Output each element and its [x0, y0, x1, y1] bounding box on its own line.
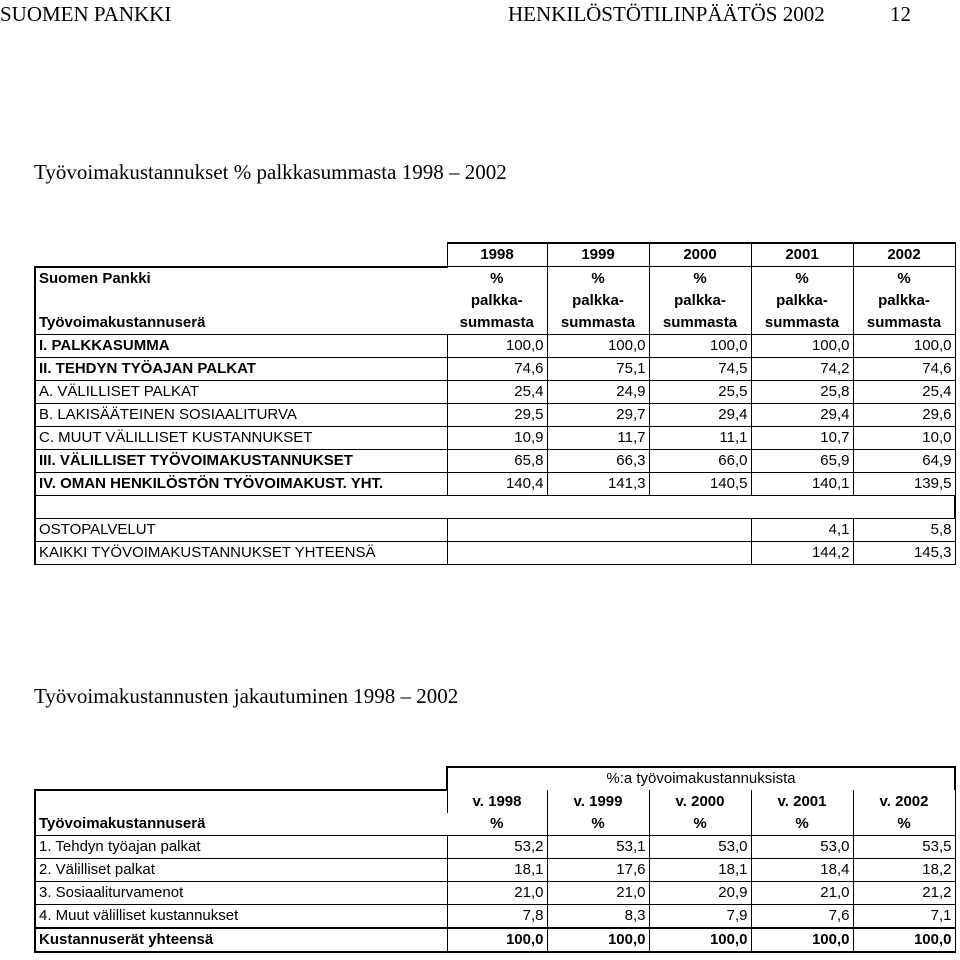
value-cell: 100,0: [649, 334, 751, 357]
unit-label: %: [649, 267, 751, 290]
row-label: 3. Sosiaaliturvamenot: [35, 882, 447, 905]
value-cell: 29,6: [853, 403, 955, 426]
year-header-row: [35, 790, 955, 813]
value-cell: 53,0: [751, 836, 853, 859]
value-cell: 10,9: [447, 426, 547, 449]
row-label: II. TEHDYN TYÖAJAN PALKAT: [35, 357, 447, 380]
value-cell: 8,3: [547, 905, 649, 929]
unit-label: %: [853, 267, 955, 290]
blank-cell: [35, 495, 955, 518]
value-cell: 100,0: [853, 334, 955, 357]
table-row: [35, 357, 955, 380]
value-cell: 141,3: [547, 472, 649, 495]
value-cell: 29,7: [547, 403, 649, 426]
table-row: [35, 882, 955, 905]
value-cell: 144,2: [751, 541, 853, 564]
value-cell: 7,8: [447, 905, 547, 929]
value-cell: 65,9: [751, 449, 853, 472]
year-header: 2001: [751, 243, 853, 267]
value-cell: 5,8: [853, 518, 955, 541]
value-cell: 7,9: [649, 905, 751, 929]
value-cell: 25,5: [649, 380, 751, 403]
value-cell: 74,5: [649, 357, 751, 380]
table-row: [35, 426, 955, 449]
value-cell: 10,7: [751, 426, 853, 449]
value-cell: 21,0: [751, 882, 853, 905]
value-cell: 29,4: [649, 403, 751, 426]
value-cell: 100,0: [649, 928, 751, 952]
year-header-row: [35, 243, 955, 267]
blank-cell: [35, 290, 447, 312]
value-cell: 18,4: [751, 859, 853, 882]
blank-cell: [35, 790, 447, 813]
unit-label: palkka-: [649, 290, 751, 312]
document-title: HENKILÖSTÖTILINPÄÄTÖS 2002: [508, 2, 825, 26]
value-cell: 25,4: [853, 380, 955, 403]
value-cell: 139,5: [853, 472, 955, 495]
value-cell: 74,6: [853, 357, 955, 380]
table-row: [35, 472, 955, 495]
unit-label: summasta: [547, 312, 649, 335]
value-cell: 53,1: [547, 836, 649, 859]
row-label: A. VÄLILLISET PALKAT: [35, 380, 447, 403]
row-label: 1. Tehdyn työajan palkat: [35, 836, 447, 859]
blank-cell: [447, 541, 751, 564]
row-label: C. MUUT VÄLILLISET KUSTANNUKSET: [35, 426, 447, 449]
section1-title: Työvoimakustannukset % palkkasummasta 1998 – 2002: [34, 160, 507, 184]
row-label: 2. Välilliset palkat: [35, 859, 447, 882]
year-header: 2002: [853, 243, 955, 267]
unit-label: %: [751, 813, 853, 836]
value-cell: 65,8: [447, 449, 547, 472]
year-header: v. 1998: [447, 790, 547, 813]
value-cell: 53,0: [649, 836, 751, 859]
year-header: 1999: [547, 243, 649, 267]
unit-label: palkka-: [447, 290, 547, 312]
row-label: IV. OMAN HENKILÖSTÖN TYÖVOIMAKUST. YHT.: [35, 472, 447, 495]
unit-label: %: [447, 267, 547, 290]
unit-header-row-2: [35, 290, 955, 312]
value-cell: 20,9: [649, 882, 751, 905]
value-cell: 7,1: [853, 905, 955, 929]
value-cell: 64,9: [853, 449, 955, 472]
blank-cell: [447, 518, 751, 541]
year-header: v. 2002: [853, 790, 955, 813]
table-row: [35, 449, 955, 472]
unit-label: %: [853, 813, 955, 836]
value-cell: 100,0: [547, 928, 649, 952]
value-cell: 145,3: [853, 541, 955, 564]
page-number: 12: [890, 2, 911, 26]
table-row: [35, 380, 955, 403]
value-cell: 100,0: [853, 928, 955, 952]
value-cell: 100,0: [447, 928, 547, 952]
unit-label: %: [447, 813, 547, 836]
unit-header-row-3: [35, 312, 955, 335]
row-label: OSTOPALVELUT: [35, 518, 447, 541]
value-cell: 21,2: [853, 882, 955, 905]
unit-label: palkka-: [547, 290, 649, 312]
value-cell: 21,0: [447, 882, 547, 905]
value-cell: 66,0: [649, 449, 751, 472]
value-cell: 11,7: [547, 426, 649, 449]
value-cell: 10,0: [853, 426, 955, 449]
table-row: [35, 859, 955, 882]
unit-header-row-1: [35, 267, 955, 290]
unit-label: palkka-: [751, 290, 853, 312]
unit-label: %: [751, 267, 853, 290]
super-header-row: [35, 767, 955, 790]
year-header: v. 2001: [751, 790, 853, 813]
org-label: Suomen Pankki: [35, 267, 447, 290]
value-cell: 17,6: [547, 859, 649, 882]
value-cell: 74,6: [447, 357, 547, 380]
value-cell: 53,5: [853, 836, 955, 859]
section2-title: Työvoimakustannusten jakautuminen 1998 – 2002: [34, 684, 459, 708]
row-label: B. LAKISÄÄTEINEN SOSIAALITURVA: [35, 403, 447, 426]
value-cell: 4,1: [751, 518, 853, 541]
value-cell: 25,8: [751, 380, 853, 403]
value-cell: 100,0: [447, 334, 547, 357]
organization-name: SUOMEN PANKKI: [0, 2, 172, 26]
value-cell: 18,1: [447, 859, 547, 882]
blank-cell: [35, 243, 447, 267]
value-cell: 11,1: [649, 426, 751, 449]
value-cell: 100,0: [751, 334, 853, 357]
labor-cost-distribution-table: [34, 766, 956, 953]
table-row: [35, 403, 955, 426]
unit-label: summasta: [853, 312, 955, 335]
row-label: KAIKKI TYÖVOIMAKUSTANNUKSET YHTEENSÄ: [35, 541, 447, 564]
value-cell: 140,4: [447, 472, 547, 495]
unit-label: %: [649, 813, 751, 836]
page-header: [0, 2, 960, 30]
super-header: %:a työvoimakustannuksista: [447, 767, 955, 790]
group-label: Työvoimakustannuserä: [35, 312, 447, 335]
unit-header-row: [35, 813, 955, 836]
value-cell: 100,0: [751, 928, 853, 952]
row-label: 4. Muut välilliset kustannukset: [35, 905, 447, 929]
spacer-row: [35, 495, 955, 518]
total-row: [35, 928, 955, 952]
year-header: v. 2000: [649, 790, 751, 813]
value-cell: 53,2: [447, 836, 547, 859]
value-cell: 18,1: [649, 859, 751, 882]
row-label: Kustannuserät yhteensä: [35, 928, 447, 952]
value-cell: 18,2: [853, 859, 955, 882]
value-cell: 25,4: [447, 380, 547, 403]
value-cell: 24,9: [547, 380, 649, 403]
unit-label: palkka-: [853, 290, 955, 312]
blank-cell: [35, 767, 447, 790]
group-label: Työvoimakustannuserä: [35, 813, 447, 836]
unit-label: summasta: [649, 312, 751, 335]
table-row: [35, 518, 955, 541]
unit-label: summasta: [447, 312, 547, 335]
year-header: v. 1999: [547, 790, 649, 813]
row-label: III. VÄLILLISET TYÖVOIMAKUSTANNUKSET: [35, 449, 447, 472]
value-cell: 140,1: [751, 472, 853, 495]
value-cell: 21,0: [547, 882, 649, 905]
value-cell: 29,5: [447, 403, 547, 426]
value-cell: 7,6: [751, 905, 853, 929]
unit-label: %: [547, 813, 649, 836]
value-cell: 140,5: [649, 472, 751, 495]
value-cell: 75,1: [547, 357, 649, 380]
value-cell: 100,0: [547, 334, 649, 357]
year-header: 2000: [649, 243, 751, 267]
table-row: [35, 905, 955, 929]
unit-label: summasta: [751, 312, 853, 335]
table-row: [35, 836, 955, 859]
table-row: [35, 541, 955, 564]
table-row: [35, 334, 955, 357]
year-header: 1998: [447, 243, 547, 267]
value-cell: 66,3: [547, 449, 649, 472]
labor-cost-percent-table: [34, 242, 956, 565]
unit-label: %: [547, 267, 649, 290]
row-label: I. PALKKASUMMA: [35, 334, 447, 357]
value-cell: 74,2: [751, 357, 853, 380]
value-cell: 29,4: [751, 403, 853, 426]
